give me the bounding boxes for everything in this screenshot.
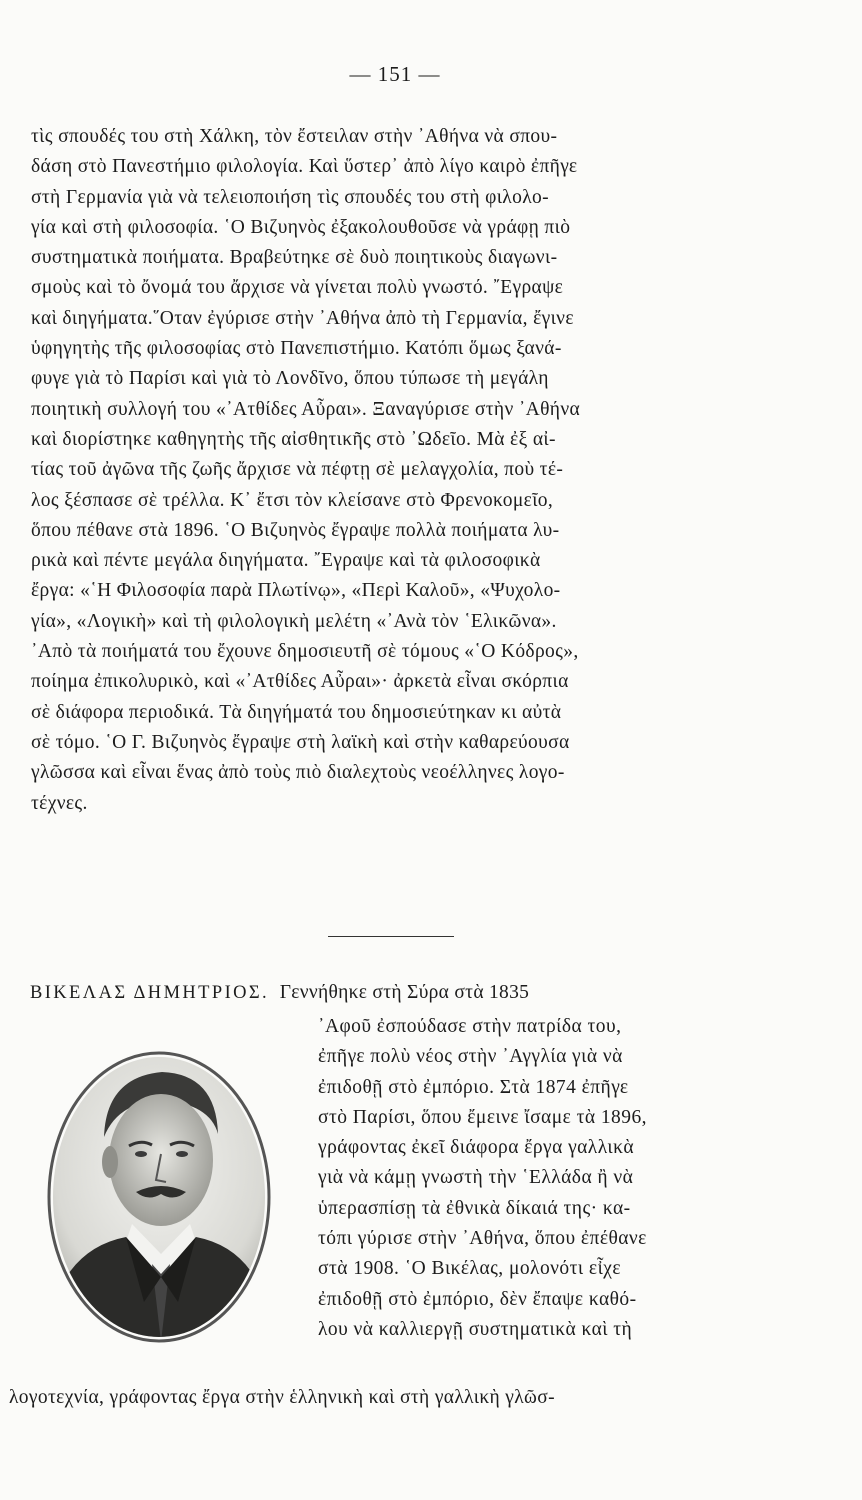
vizyinos-paragraph — [31, 122, 776, 819]
paragraph-line: ὅπου πέθανε στὰ 1896. ῾Ο Βιζυηνὸς ἔγραψε πολλὰ ποιήματα λυ- — [31, 519, 560, 541]
page-number: — 151 — — [349, 62, 441, 86]
paragraph-line: λος ξέσπασε σὲ τρέλλα. Κ᾿ ἔτσι τὸν κλείσανε στὸ Φρενοκομεῖο, — [31, 489, 554, 511]
paragraph-line: στὴ Γερμανία γιὰ νὰ τελειοποιήση τὶς σπουδές του στὴ φιλολο- — [31, 186, 549, 208]
paragraph-line: τέχνες. — [31, 792, 88, 814]
bio-line: γράφοντας ἐκεῖ διάφορα ἔργα γαλλικὰ — [318, 1137, 635, 1159]
paragraph-line: ᾿Απὸ τὰ ποιήματά του ἔχουνε δημοσιευτῆ σὲ τόμους «῾Ο Κόδρος», — [31, 641, 579, 663]
bio-last-line: λογοτεχνία, γράφοντας ἔργα στὴν ἑλληνικὴ καὶ στὴ γαλλικὴ γλῶσ- — [9, 1387, 555, 1408]
portrait-photo-icon — [34, 1042, 284, 1356]
paragraph-line: τὶς σπουδές του στὴ Χάλκη, τὸν ἔστειλαν στὴν ᾿Αθήνα νὰ σπου- — [31, 126, 558, 147]
paragraph-line: ὑφηγητὴς τῆς φιλοσοφίας στὸ Πανεπιστήμιο. Κατόπι ὅμως ξανά- — [31, 338, 562, 360]
paragraph-line: γία καὶ στὴ φιλοσοφία. ῾Ο Βιζυηνὸς ἐξακολουθοῦσε νὰ γράφῃ πιὸ — [31, 216, 571, 238]
bio-first-line: Γεννήθηκε στὴ Σύρα στὰ 1835 — [279, 982, 530, 1003]
paragraph-line: σὲ διάφορα περιοδικά. Τὰ διηγήματά του δημοσιεύτηκαν κι αὐτὰ — [31, 701, 562, 723]
bio-last-line-wrapper — [9, 1383, 779, 1413]
bio-line: ἐπιδοθῇ στὸ ἐμπόριο, δὲν ἔπαψε καθό- — [318, 1288, 637, 1310]
paragraph-line: γία», «Λογικὴ» καὶ τὴ φιλολογικὴ μελέτη «᾿Ανὰ τὸν ῾Ελικῶνα». — [31, 610, 557, 632]
paragraph-line: ρικὰ καὶ πέντε μεγάλα διηγήματα. ῎Εγραψε καὶ τὰ φιλοσοφικὰ — [31, 550, 541, 572]
paragraph-line: συστηματικὰ ποιήματα. Βραβεύτηκε σὲ δυὸ ποιητικοὺς διαγωνι- — [31, 247, 558, 269]
paragraph-line: ποίημα ἐπικολυρικὸ, καὶ «᾿Ατθίδες Αὖραι»· ἀρκετὰ εἶναι σκόρπια — [31, 671, 569, 693]
bio-heading — [30, 978, 529, 1008]
bio-line: ἐπιδοθῇ στὸ ἐμπόριο. Στὰ 1874 ἐπῆγε — [318, 1076, 629, 1098]
bio-line: ᾿Αφοῦ ἐσπούδασε στὴν πατρίδα του, — [318, 1016, 622, 1037]
paragraph-line: γλῶσσα καὶ εἶναι ἕνας ἀπὸ τοὺς πιὸ διαλεχτοὺς νεοέλληνες λογο- — [31, 762, 565, 784]
bio-line: τόπι γύρισε στὴν ᾿Αθήνα, ὅπου ἐπέθανε — [318, 1228, 647, 1250]
paragraph-line: καὶ διηγήματα.῞Οταν ἐγύρισε στὴν ᾿Αθήνα ἀπὸ τὴ Γερμανία, ἔγινε — [31, 307, 574, 329]
section-divider — [328, 936, 454, 937]
paragraph-line: καὶ διορίστηκε καθηγητὴς τῆς αἰσθητικῆς στὸ ᾿Ωδεῖο. Μὰ ἐξ αἰ- — [31, 428, 556, 450]
paragraph-line: δάση στὸ Πανεστήμιο φιλολογία. Καὶ ὕστερ᾿ ἀπὸ λίγο καιρὸ ἐπῆγε — [31, 156, 578, 178]
paragraph-line: φυγε γιὰ τὸ Παρίσι καὶ γιὰ τὸ Λονδῖνο, ὅπου τύπωσε τὴ μεγάλη — [31, 368, 549, 390]
bio-line: ἐπῆγε πολὺ νέος στὴν ᾿Αγγλία γιὰ νὰ — [318, 1046, 623, 1068]
bio-paragraph — [318, 1012, 763, 1345]
bio-line: λου νὰ καλλιεργῇ συστηματικὰ καὶ τὴ — [318, 1318, 633, 1340]
paragraph-line: τίας τοῦ ἀγῶνα τῆς ζωῆς ἄρχισε νὰ πέφτῃ σὲ μελαγχολία, ποὺ τέ- — [31, 459, 564, 481]
paragraph-line: σμοὺς καὶ τὸ ὄνομά του ἄρχισε νὰ γίνεται πολὺ γνωστό. ῎Εγραψε — [31, 277, 564, 299]
paragraph-line: σὲ τόμο. ῾Ο Γ. Βιζυηνὸς ἔγραψε στὴ λαϊκὴ καὶ στὴν καθαρεύουσα — [31, 731, 570, 753]
bio-line: στὰ 1908. ῾Ο Βικέλας, μολονότι εἶχε — [318, 1258, 622, 1280]
bio-name: ΒΙΚΕΛΑΣ ΔΗΜΗΤΡΙΟΣ. — [30, 983, 270, 1003]
vikelas-portrait — [34, 1042, 284, 1352]
bio-line: στὸ Παρίσι, ὅπου ἔμεινε ἴσαμε τὰ 1896, — [318, 1106, 647, 1128]
bio-line: γιὰ νὰ κάμῃ γνωστὴ τὴν ῾Ελλάδα ἢ νὰ — [318, 1167, 634, 1189]
paragraph-line: ἔργα: «῾Η Φιλοσοφία παρὰ Πλωτίνῳ», «Περὶ Καλοῦ», «Ψυχολο- — [31, 580, 561, 602]
bio-line: ὑπερασπίσῃ τὰ ἐθνικὰ δίκαιά της· κα- — [318, 1197, 631, 1219]
paragraph-line: ποιητικὴ συλλογή του «᾿Ατθίδες Αὖραι». Ξαναγύρισε στὴν ᾿Αθήνα — [31, 398, 581, 420]
